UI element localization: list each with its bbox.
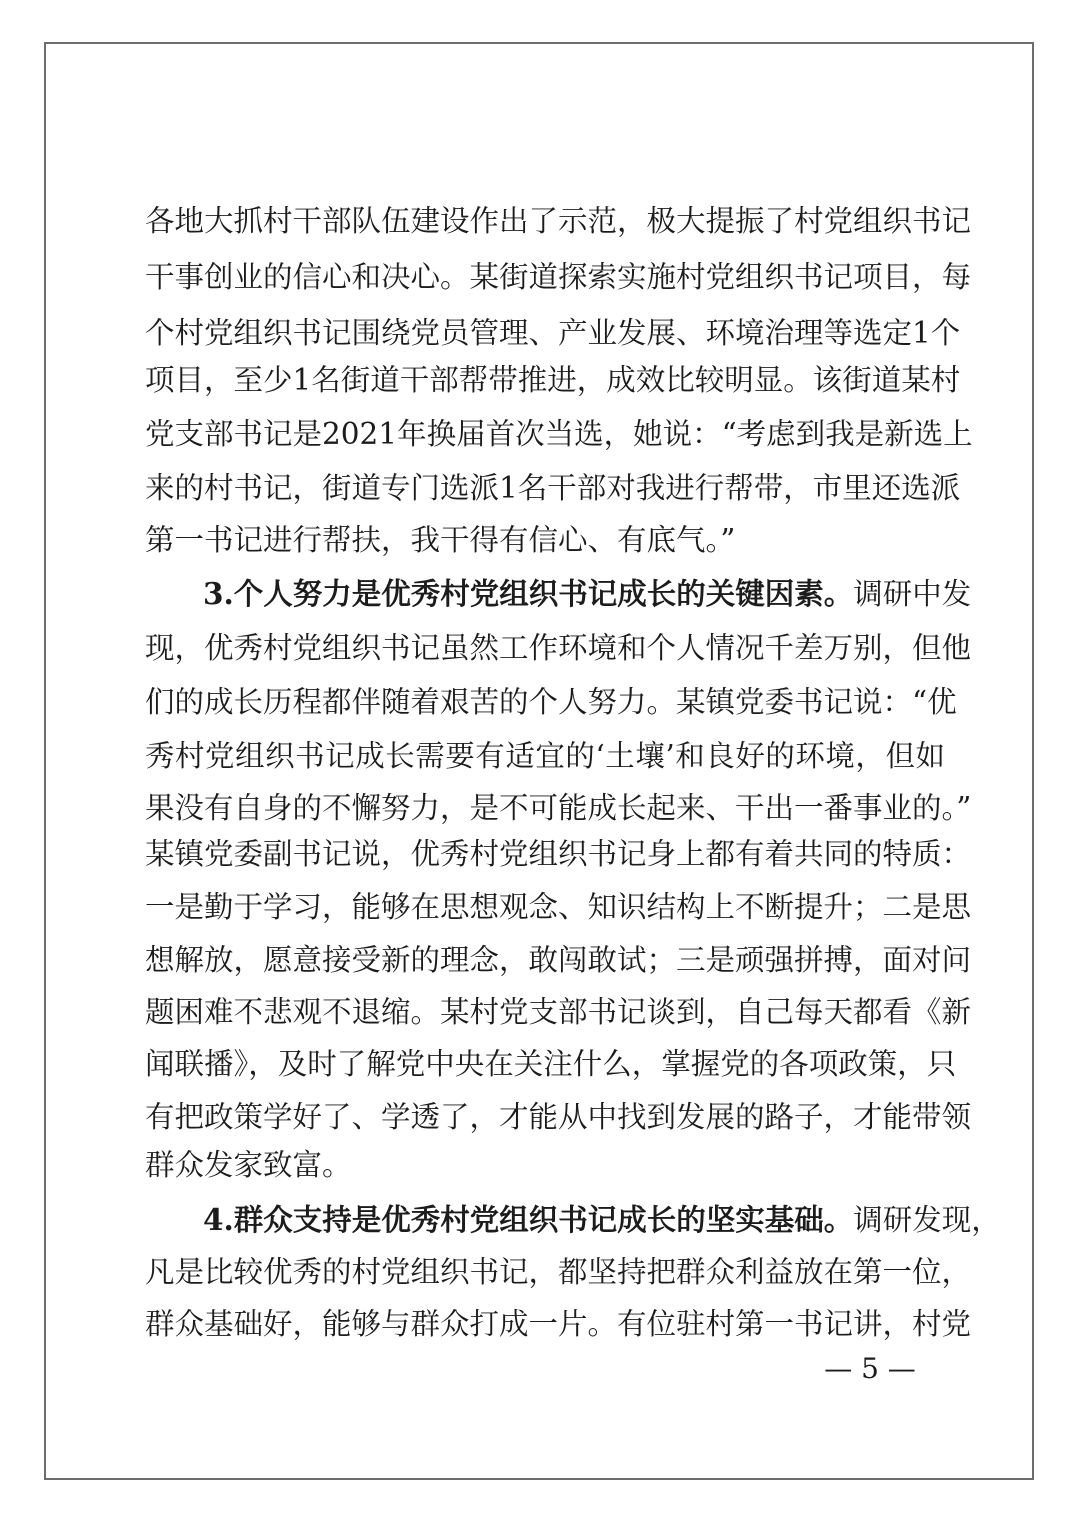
body-line: 们的成长历程都伴随着艰苦的个人努力。某镇党委书记说：“优	[145, 685, 957, 719]
body-line: 第一书记进行帮扶，我干得有信心、有底气。”	[145, 523, 736, 557]
body-line: 想解放，愿意接受新的理念，敢闯敢试；三是顽强拼搏，面对问	[145, 943, 972, 977]
body-line: 果没有自身的不懈努力，是不可能成长起来、干出一番事业的。”	[145, 791, 972, 825]
body-line: 题困难不悲观不退缩。某村党支部书记谈到，自己每天都看《新	[145, 995, 972, 1029]
body-line: 有把政策学好了、学透了，才能从中找到发展的路子，才能带领	[145, 1100, 972, 1134]
section-4-first-line	[203, 1193, 1001, 1247]
body-line: 群众基础好，能够与群众打成一片。有位驻村第一书记讲，村党	[145, 1307, 972, 1341]
page-number: — 5 —	[824, 1352, 916, 1385]
body-line: 凡是比较优秀的村党组织书记，都坚持把群众利益放在第一位，	[145, 1255, 972, 1289]
section-3-first-line	[203, 567, 972, 621]
section-3-heading: 3.个人努力是优秀村党组织书记成长的关键因素。	[203, 576, 854, 611]
body-line: 项目，至少1名街道干部帮带推进，成效比较明显。该街道某村	[145, 363, 961, 397]
body-line: 秀村党组织书记成长需要有适宜的‘土壤’和良好的环境，但如	[145, 739, 945, 773]
body-line: 群众发家致富。	[145, 1148, 352, 1182]
section-4-heading: 4.群众支持是优秀村党组织书记成长的坚实基础。	[203, 1202, 854, 1237]
section-4-first-line-rest: 调研发现，	[853, 1203, 1001, 1237]
body-line: 某镇党委副书记说，优秀村党组织书记身上都有着共同的特质：	[145, 837, 972, 871]
body-line: 来的村书记，街道专门选派1名干部对我进行帮带，市里还选派	[145, 471, 961, 505]
section-3-first-line-rest: 调研中发	[853, 577, 972, 611]
body-line: 闻联播》，及时了解党中央在关注什么，掌握党的各项政策，只	[145, 1047, 957, 1081]
body-line: 党支部书记是2021年换届首次当选，她说：“考虑到我是新选上	[145, 417, 973, 451]
body-line: 个村党组织书记围绕党员管理、产业发展、环境治理等选定1个	[145, 316, 961, 350]
body-line: 一是勤于学习，能够在思想观念、知识结构上不断提升；二是思	[145, 890, 972, 924]
body-line: 各地大抓村干部队伍建设作出了示范，极大提振了村党组织书记	[145, 204, 972, 238]
body-line: 干事创业的信心和决心。某街道探索实施村党组织书记项目，每	[145, 260, 972, 294]
body-line: 现，优秀村党组织书记虽然工作环境和个人情况千差万别，但他	[145, 631, 972, 665]
